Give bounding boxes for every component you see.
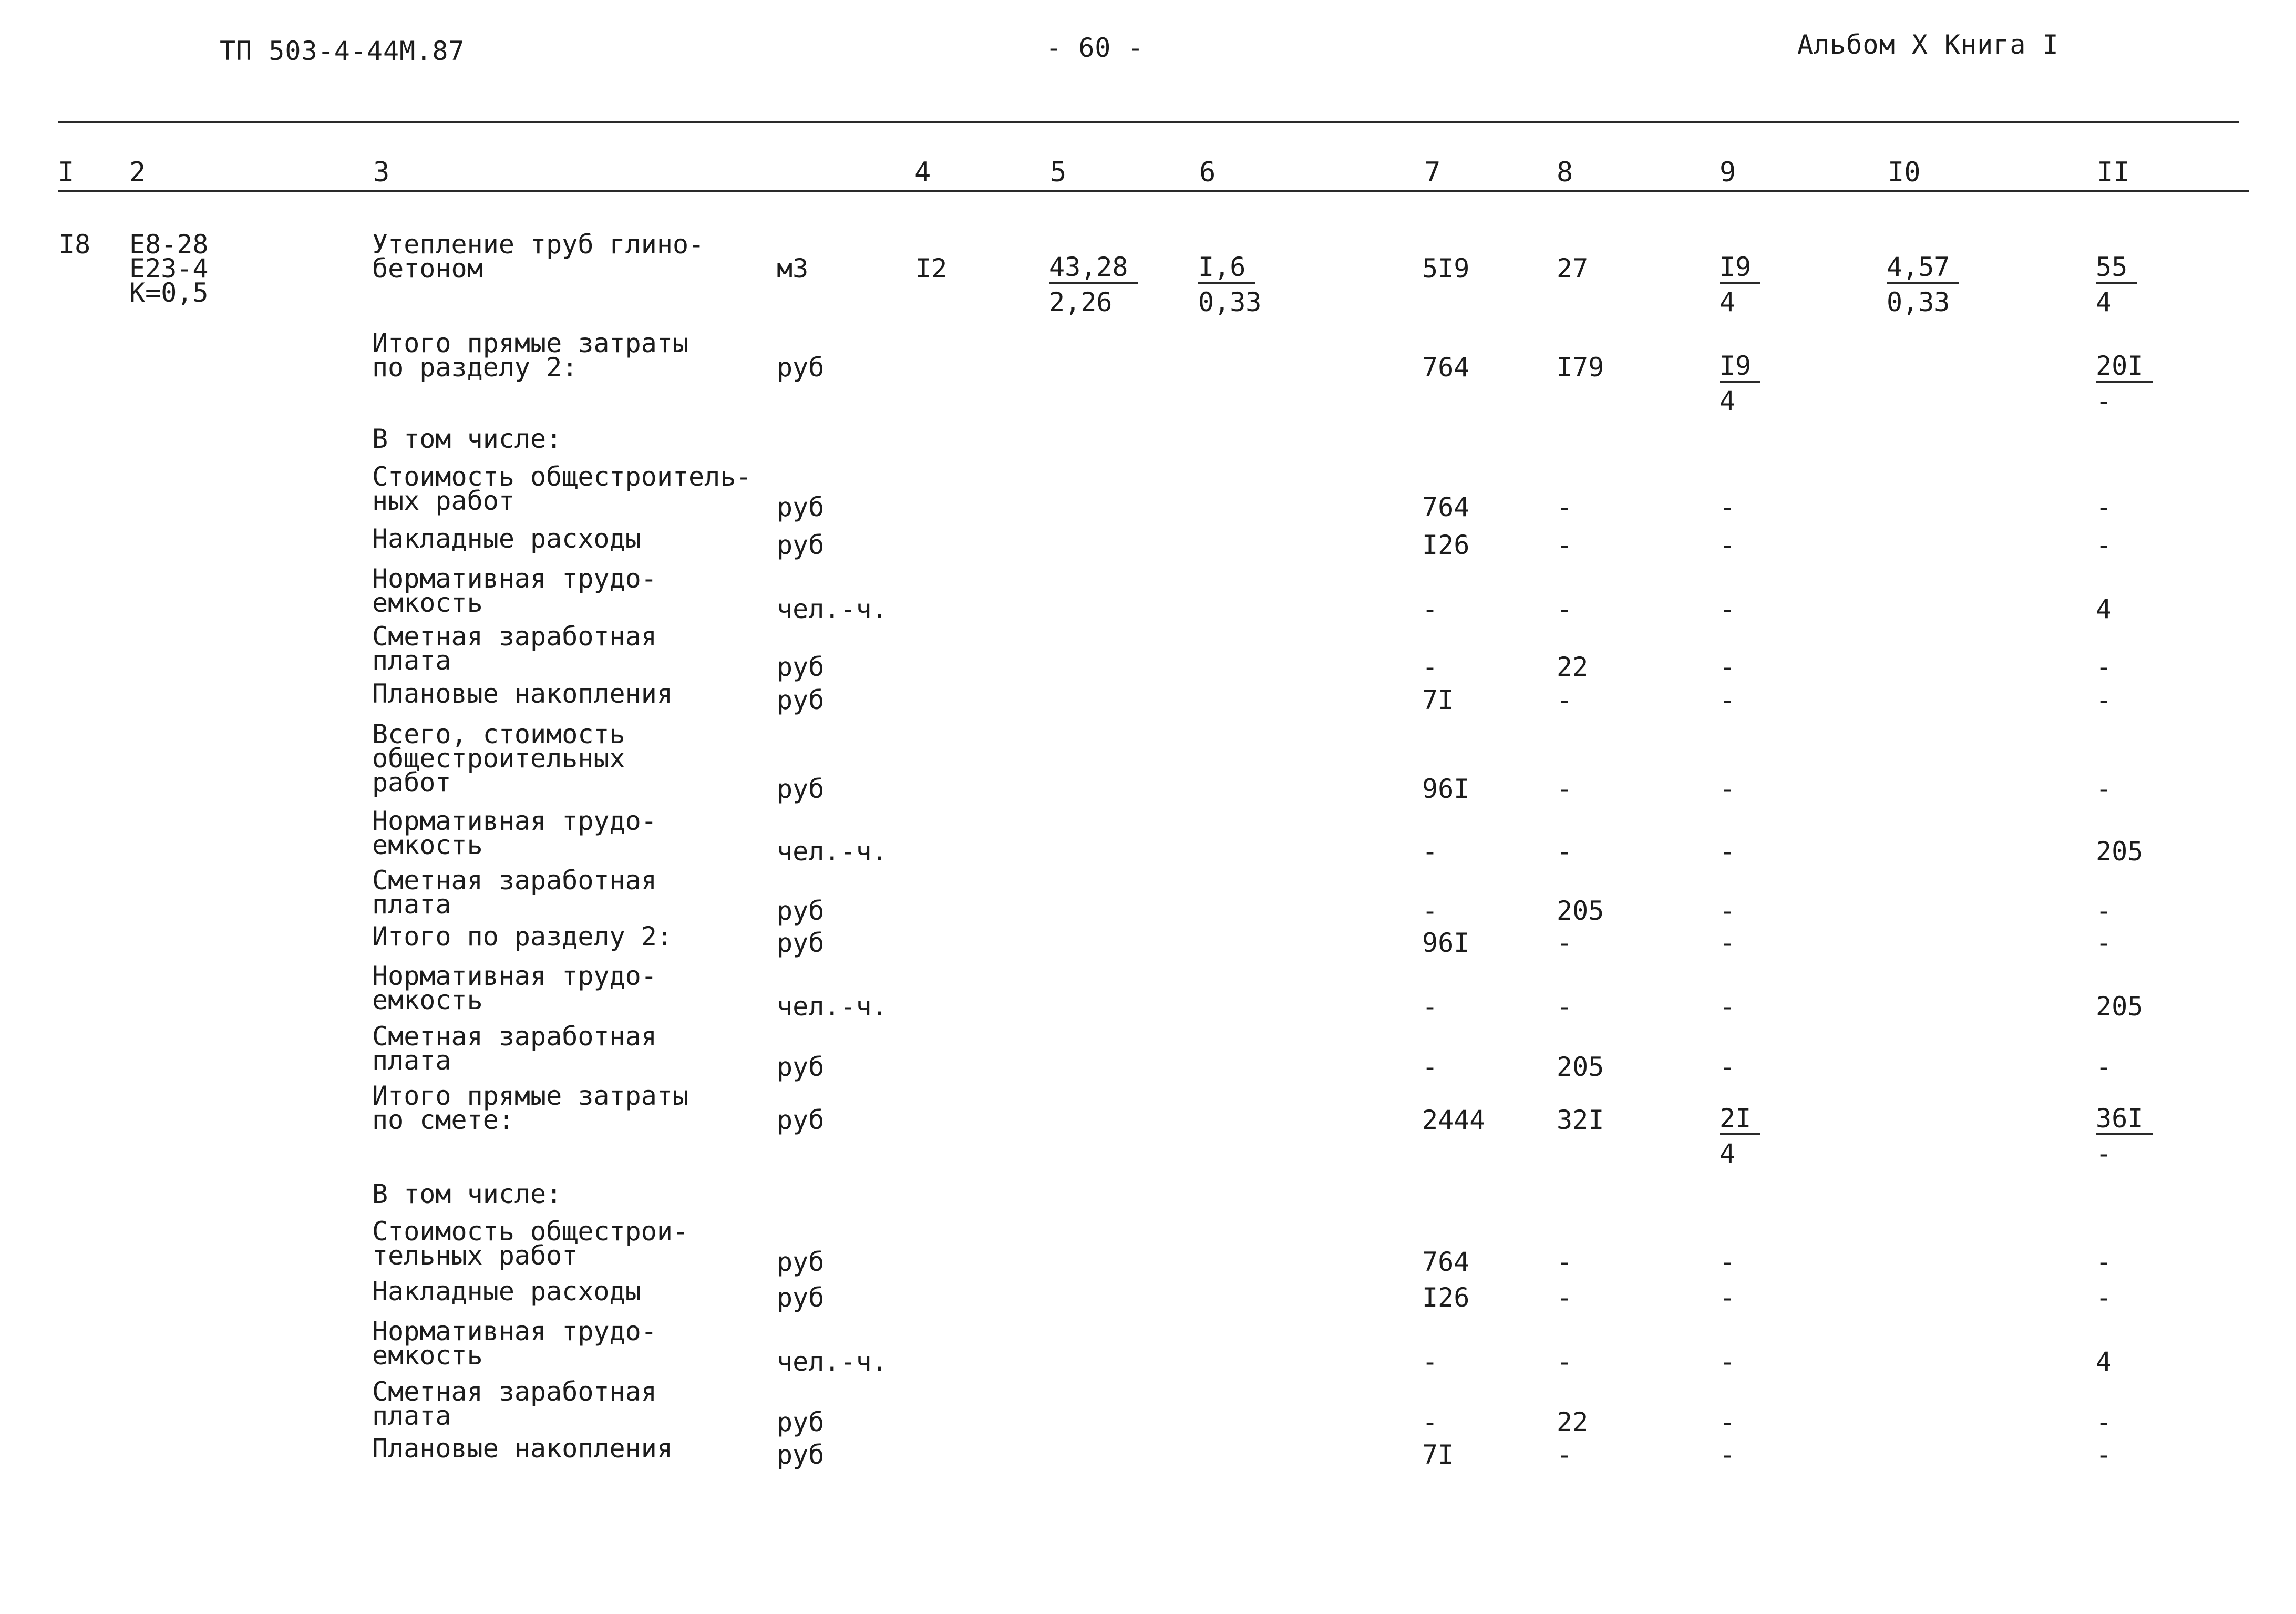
row-12-unit: руб [777,1052,825,1082]
row-16-col8: - [1557,1282,1573,1313]
col-header-7: 7 [1424,157,1441,188]
row-5-col8: 22 [1557,652,1589,682]
row-18-col8: 22 [1557,1407,1589,1437]
row-13-label-line-1: по смете: [372,1105,514,1135]
row-7-label-line-1: общестроительных [372,743,625,774]
item-col6-bottom: 0,33 [1198,287,1262,317]
row-7-col9: - [1720,774,1736,804]
row-10-col8: - [1557,928,1573,958]
row-8-col7: - [1422,836,1438,867]
row-7-unit: руб [777,774,825,804]
row-7-col8: - [1557,774,1573,804]
row-2-col9: - [1720,492,1736,522]
item-unit: м3 [777,253,809,284]
item-col5-top: 43,28 [1049,252,1138,284]
row-19-unit: руб [777,1440,825,1470]
row-11-col8: - [1557,991,1573,1022]
row-5-label-line-0: Сметная заработная [372,621,657,652]
row-19-col7: 7I [1422,1440,1454,1470]
row-7-col11: - [2096,774,2112,804]
col-header-11: II [2097,157,2130,188]
row-18-col9: - [1720,1407,1736,1437]
col-header-1: I [58,157,75,188]
top-rule [58,121,2239,123]
item-col8: 27 [1557,253,1589,284]
row-0-col11-top: 20I [2096,351,2153,383]
row-10-unit: руб [777,928,825,958]
row-19-col8: - [1557,1440,1573,1470]
row-0-col7: 764 [1422,352,1470,383]
row-9-label-line-0: Сметная заработная [372,865,657,896]
item-number: I8 [59,229,91,260]
item-col10-bottom: 0,33 [1887,287,1950,317]
item-name-line-1: бетоном [372,253,483,284]
row-6-col11: - [2096,685,2112,715]
row-13-col11-top: 36I [2096,1104,2153,1135]
row-13-col11-bottom: - [2096,1138,2112,1169]
row-7-col7: 96I [1422,774,1470,804]
item-col7: 5I9 [1422,253,1470,284]
row-14-label-line-0: В том числе: [372,1179,562,1209]
row-16-col11: - [2096,1282,2112,1313]
row-18-unit: руб [777,1407,825,1437]
row-4-label-line-1: емкость [372,588,483,618]
row-10-col7: 96I [1422,928,1470,958]
row-13-label-line-0: Итого прямые затраты [372,1081,689,1111]
col-header-4: 4 [914,157,931,188]
item-quantity: I2 [915,253,948,284]
item-col6-top: I,6 [1198,252,1255,284]
row-17-label-line-0: Нормативная трудо- [372,1316,657,1346]
row-13-col7: 2444 [1422,1105,1486,1135]
document-code: ТП 503-4-44М.87 [220,36,465,66]
row-15-col8: - [1557,1247,1573,1277]
row-17-label-line-1: емкость [372,1340,483,1371]
row-3-col7: I26 [1422,530,1470,560]
row-3-col9: - [1720,530,1736,560]
row-4-col8: - [1557,594,1573,624]
col-header-8: 8 [1557,157,1573,188]
norm-code-0: Е8-28 [129,229,209,260]
row-9-col11: - [2096,896,2112,926]
row-3-label-line-0: Накладные расходы [372,523,641,554]
row-3-unit: руб [777,530,825,560]
row-6-label-line-0: Плановые накопления [372,679,673,709]
row-19-col11: - [2096,1440,2112,1470]
row-18-col7: - [1422,1407,1438,1437]
row-8-col11: 205 [2096,836,2144,867]
row-16-col7: I26 [1422,1282,1470,1313]
row-15-unit: руб [777,1247,825,1277]
row-8-col8: - [1557,836,1573,867]
row-13-col9-top: 2I [1720,1104,1760,1135]
row-11-col11: 205 [2096,991,2144,1022]
row-4-label-line-0: Нормативная трудо- [372,563,657,594]
row-12-label-line-0: Сметная заработная [372,1021,657,1052]
row-0-col9-top: I9 [1720,351,1760,383]
row-17-unit: чел.-ч. [777,1346,888,1377]
row-5-unit: руб [777,652,825,682]
row-8-label-line-1: емкость [372,830,483,860]
row-17-col9: - [1720,1346,1736,1377]
row-12-col7: - [1422,1052,1438,1082]
row-16-label-line-0: Накладные расходы [372,1276,641,1307]
row-18-label-line-0: Сметная заработная [372,1376,657,1407]
row-2-label-line-0: Стоимость общестроитель- [372,461,752,492]
row-10-col9: - [1720,928,1736,958]
row-15-col7: 764 [1422,1247,1470,1277]
row-15-label-line-0: Стоимость общестрои- [372,1216,689,1247]
row-4-unit: чел.-ч. [777,594,888,624]
row-11-label-line-0: Нормативная трудо- [372,961,657,991]
row-2-label-line-1: ных работ [372,486,514,516]
row-0-col8: I79 [1557,352,1604,383]
row-8-label-line-0: Нормативная трудо- [372,806,657,836]
row-13-col8: 32I [1557,1105,1604,1135]
row-13-col9-bottom: 4 [1720,1138,1736,1169]
row-10-col11: - [2096,928,2112,958]
col-header-10: I0 [1888,157,1921,188]
row-12-col8: 205 [1557,1052,1604,1082]
row-9-col9: - [1720,896,1736,926]
row-15-col9: - [1720,1247,1736,1277]
row-15-label-line-1: тельных работ [372,1240,578,1271]
item-col10-top: 4,57 [1887,252,1959,284]
row-18-col11: - [2096,1407,2112,1437]
row-12-col9: - [1720,1052,1736,1082]
norm-code-1: Е23-4 [129,253,209,284]
row-12-col11: - [2096,1052,2112,1082]
row-9-col8: 205 [1557,896,1604,926]
row-16-col9: - [1720,1282,1736,1313]
item-col5-bottom: 2,26 [1049,287,1113,317]
row-6-col9: - [1720,685,1736,715]
row-6-unit: руб [777,685,825,715]
row-5-col7: - [1422,652,1438,682]
row-18-label-line-1: плата [372,1401,451,1431]
album-label: Альбом X Книга I [1797,29,2059,60]
row-5-label-line-1: плата [372,645,451,676]
row-15-col11: - [2096,1247,2112,1277]
row-2-unit: руб [777,492,825,522]
col-header-6: 6 [1199,157,1216,188]
row-4-col7: - [1422,594,1438,624]
col-header-5: 5 [1050,157,1067,188]
row-9-label-line-1: плата [372,889,451,920]
row-9-unit: руб [777,896,825,926]
col-header-9: 9 [1720,157,1736,188]
page-number: - 60 - [1046,33,1144,63]
col-header-3: 3 [373,157,390,188]
row-12-label-line-1: плата [372,1045,451,1076]
row-8-col9: - [1720,836,1736,867]
row-0-unit: руб [777,352,825,383]
row-11-label-line-1: емкость [372,985,483,1015]
row-11-unit: чел.-ч. [777,991,888,1022]
row-2-col8: - [1557,492,1573,522]
row-1-label-line-0: В том числе: [372,424,562,454]
row-0-col9-bottom: 4 [1720,386,1736,416]
row-0-label-line-1: по разделу 2: [372,352,578,383]
item-col9-bottom: 4 [1720,287,1736,317]
item-col11-top: 55 [2096,252,2137,284]
row-8-unit: чел.-ч. [777,836,888,867]
row-9-col7: - [1422,896,1438,926]
row-3-col8: - [1557,530,1573,560]
row-19-label-line-0: Плановые накопления [372,1433,673,1464]
row-0-col11-bottom: - [2096,386,2112,416]
row-0-label-line-0: Итого прямые затраты [372,328,689,358]
row-16-unit: руб [777,1282,825,1313]
row-5-col11: - [2096,652,2112,682]
row-6-col7: 7I [1422,685,1454,715]
row-7-label-line-0: Всего, стоимость [372,719,625,749]
row-11-col9: - [1720,991,1736,1022]
row-3-col11: - [2096,530,2112,560]
row-17-col8: - [1557,1346,1573,1377]
row-2-col7: 764 [1422,492,1470,522]
row-10-label-line-0: Итого по разделу 2: [372,921,673,952]
row-7-label-line-2: работ [372,767,451,798]
row-6-col8: - [1557,685,1573,715]
row-17-col7: - [1422,1346,1438,1377]
row-2-col11: - [2096,492,2112,522]
item-name-line-0: Утепление труб глино- [372,229,705,260]
row-13-unit: руб [777,1105,825,1135]
item-col9-top: I9 [1720,252,1760,284]
norm-code-2: К=0,5 [129,277,209,308]
row-11-col7: - [1422,991,1438,1022]
row-19-col9: - [1720,1440,1736,1470]
col-header-2: 2 [129,157,146,188]
row-17-col11: 4 [2096,1346,2112,1377]
row-4-col11: 4 [2096,594,2112,624]
row-4-col9: - [1720,594,1736,624]
item-col11-bottom: 4 [2096,287,2112,317]
row-5-col9: - [1720,652,1736,682]
header-rule [58,190,2249,192]
